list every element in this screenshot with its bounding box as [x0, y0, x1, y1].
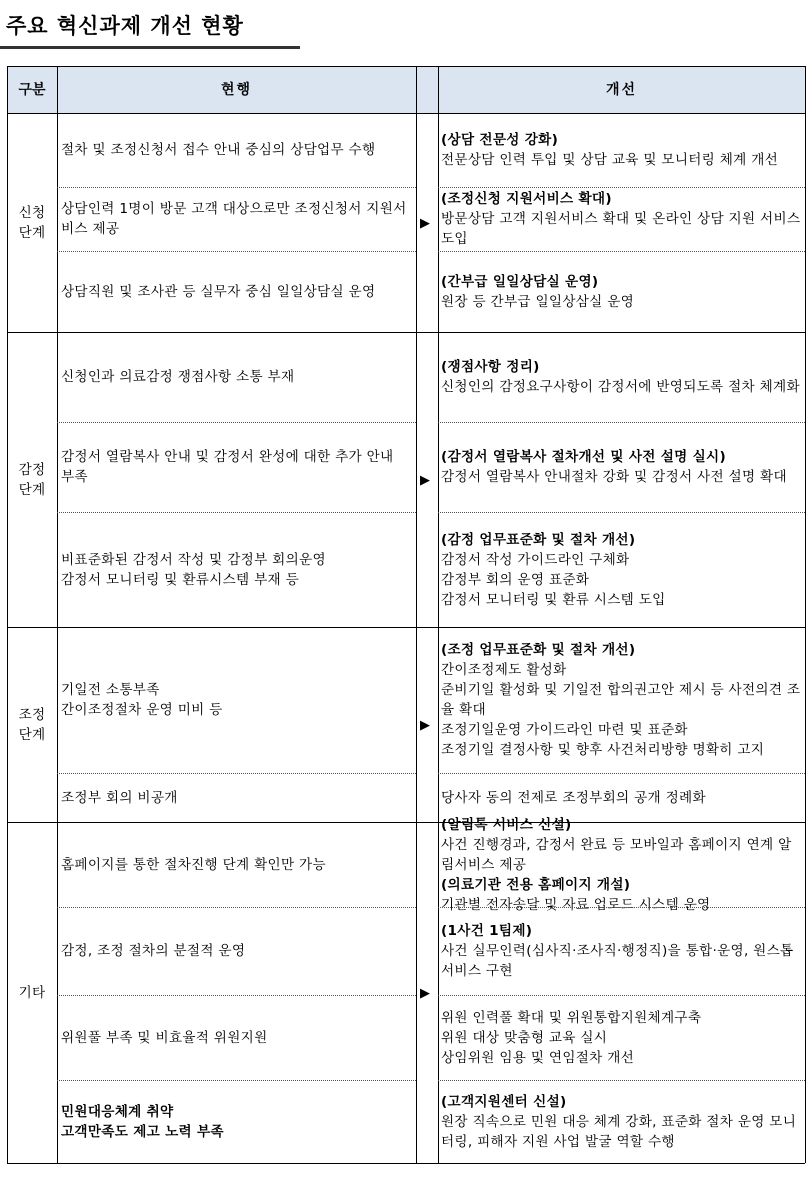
improvement-title: (의료기관 전용 홈페이지 개설) [441, 876, 631, 893]
improved-cell: (조정신청 지원서비스 확대) 방문상담 고객 지원서비스 확대 및 온라인 상담 지원 서비스 도입 [441, 191, 801, 247]
improved-cell: (쟁점사항 정리) 신청인의 감정요구사항이 감정서에 반영되도록 절차 체계화 [438, 332, 805, 422]
header-stage: 구분 [7, 66, 57, 113]
improvement-title: (감정 업무표준화 및 절차 개선) [441, 531, 636, 548]
stage-label: 기타 [18, 984, 46, 1001]
current-cell: 상담직원 및 조사관 등 실무자 중심 일일상담실 운영 [61, 283, 376, 300]
current-cell: 상담인력 1명이 방문 고객 대상으로만 조정신청서 지원서비스 제공 [61, 201, 407, 237]
improvement-title: (간부급 일일상담실 운영) [441, 273, 599, 290]
current-cell: 신청인과 의료감정 쟁점사항 소통 부재 [61, 369, 295, 385]
header-current: 현행 [57, 66, 416, 113]
current-cell: 절차 및 조정신청서 접수 안내 중심의 상담업무 수행 [61, 142, 376, 158]
improvement-title: (상담 전문성 강화) [441, 132, 559, 148]
improvement-title: (알림톡 서비스 신설) [441, 816, 572, 833]
improved-cell: (감정 업무표준화 및 절차 개선) 감정서 작성 가이드라인 구체화 감정부 회의 운영 표준화 감정서 모니터링 및 환류 시스템 도입 [438, 512, 805, 627]
page-title: 주요 혁신과제 개선 현황 [6, 14, 244, 38]
arrow-icon: ▶ [420, 718, 430, 733]
improvement-title: (고객지원센터 신설) [441, 1093, 567, 1110]
current-cell: 위원풀 부족 및 비효율적 위원지원 [61, 1029, 268, 1046]
header-arrow-column [416, 66, 438, 113]
current-cell: 비표준화된 감정서 작성 및 감정부 회의운영 감정서 모니터링 및 환류시스템 부재 등 [61, 551, 326, 588]
stage-label: 신청 단계 [18, 204, 46, 241]
arrow-icon: ▶ [420, 216, 430, 231]
arrow-icon: ▶ [420, 473, 430, 488]
current-cell: 민원대응체계 취약 고객만족도 제고 노력 부족 [61, 1103, 224, 1140]
current-cell: 감정서 열람복사 안내 및 감정서 완성에 대한 추가 안내 부족 [61, 449, 394, 485]
current-cell: 조정부 회의 비공개 [61, 789, 178, 806]
current-cell: 홈페이지를 통한 절차진행 단계 확인만 가능 [61, 856, 326, 873]
improved-cell: (1사건 1팀제) 사건 실무인력(심사직·조사직·행정직)을 통합·운영, 원스톱 서비스 구현 [438, 907, 805, 995]
header-improved: 개선 [438, 66, 805, 113]
improved-cell: (알림톡 서비스 신설) 사건 진행경과, 감정서 완료 등 모바일과 홈페이지 연계 알림서비스 제공 (의료기관 전용 홈페이지 개설) 기관별 전자송달 및 자료 업로드 시스템 운영 [438, 822, 805, 907]
table-vertical-rule [805, 66, 806, 1163]
improvement-title: (조정신청 지원서비스 확대) [441, 191, 612, 207]
improved-cell: (고객지원센터 신설) 원장 직속으로 민원 대응 체계 강화, 표준화 절차 운영 모니터링, 피해자 지원 사업 발굴 역할 수행 [438, 1080, 805, 1163]
improvement-title: (쟁점사항 정리) [441, 359, 540, 375]
stage-label: 조정 단계 [18, 706, 46, 743]
improved-cell: (감정서 열람복사 절차개선 및 사전 설명 실시) 감정서 열람복사 안내절차 강화 및 감정서 사전 설명 확대 [438, 422, 805, 512]
improvement-title: (감정서 열람복사 절차개선 및 사전 설명 실시) [441, 449, 726, 465]
improved-cell: (조정 업무표준화 및 절차 개선) 간이조정제도 활성화 준비기일 활성화 및 기일전 합의권고안 제시 등 사전의견 조율 확대 조정기일운영 가이드라인 마련 및 표준화 조정기일 결정사항 및 향후 사건처리방향 명확히 고지 [441, 642, 801, 758]
improved-cell: (상담 전문성 강화) 전문상담 인력 투입 및 상담 교육 및 모니터링 체계 개선 [438, 113, 805, 187]
stage-label: 감정 단계 [18, 461, 46, 498]
arrow-icon: ▶ [420, 986, 430, 1001]
current-cell: 감정, 조정 절차의 분절적 운영 [61, 943, 246, 959]
table-vertical-rule [416, 66, 417, 1163]
improved-cell: (간부급 일일상담실 운영) 원장 등 간부급 일일상삼실 운영 [438, 251, 805, 332]
table-horizontal-rule [7, 1163, 805, 1164]
table-horizontal-rule [7, 66, 805, 67]
improvement-title: (조정 업무표준화 및 절차 개선) [441, 642, 636, 658]
improved-cell: 위원 인력풀 확대 및 위원통합지원체계구축 위원 대상 맞춤형 교육 실시 상임위원 임용 및 연임절차 개선 [441, 1009, 702, 1066]
current-cell: 기일전 소통부족 간이조정절차 운영 미비 등 [61, 682, 223, 718]
improvement-title: (1사건 1팀제) [441, 923, 533, 939]
improved-cell: 당사자 동의 전제로 조정부회의 공개 정례화 [441, 789, 706, 806]
